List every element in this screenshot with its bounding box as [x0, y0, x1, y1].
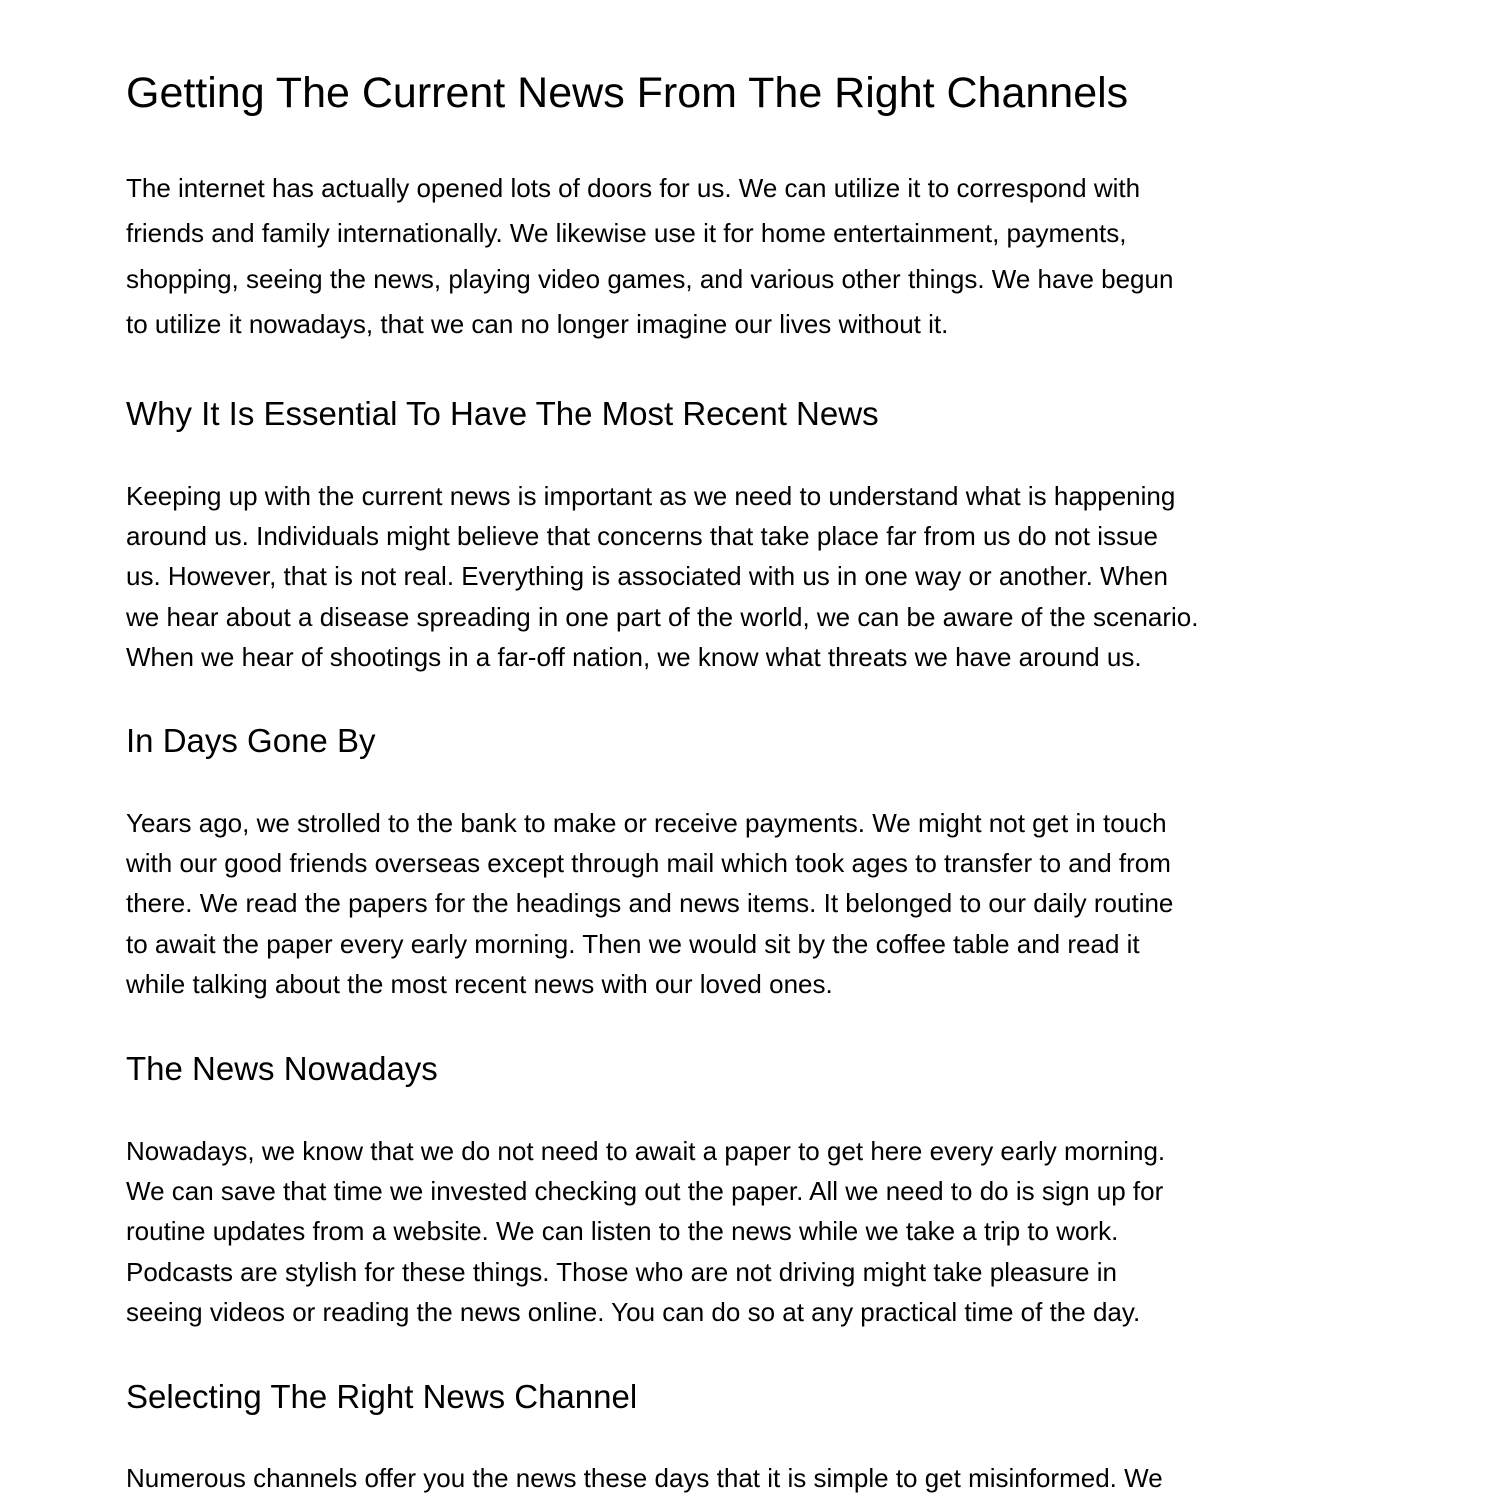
paragraph-line: shopping, seeing the news, playing video games, and various other things. We have begun	[126, 263, 1174, 294]
paragraph-intro	[126, 166, 1173, 347]
paragraph-line: Numerous channels offer you the news these days that it is simple to get misinformed. We	[126, 1463, 1163, 1493]
paragraph-line: to utilize it nowadays, that we can no longer imagine our lives without it.	[126, 308, 949, 339]
paragraph-line: us. However, that is not real. Everything is associated with us in one way or another. When	[126, 561, 1168, 592]
paragraph-selecting-channel	[126, 1458, 1163, 1498]
paragraph-line: with our good friends overseas except through mail which took ages to transfer to and from	[126, 848, 1171, 879]
paragraph-line: Years ago, we strolled to the bank to make or receive payments. We might not get in touch	[126, 808, 1167, 838]
paragraph-line: routine updates from a website. We can listen to the news while we take a trip to work.	[126, 1216, 1119, 1247]
section-heading-days-gone-by: In Days Gone By	[126, 722, 376, 759]
paragraph-days-gone-by	[126, 803, 1173, 1004]
paragraph-line: to await the paper every early morning. Then we would sit by the coffee table and read it	[126, 928, 1140, 959]
section-heading-selecting-channel: Selecting The Right News Channel	[126, 1378, 638, 1415]
paragraph-line: Nowadays, we know that we do not need to await a paper to get here every early morning.	[126, 1136, 1166, 1166]
document-page	[126, 0, 1386, 1500]
paragraph-line: friends and family internationally. We likewise use it for home entertainment, payments,	[126, 218, 1127, 249]
paragraph-line: there. We read the papers for the headings and news items. It belonged to our daily routine	[126, 888, 1174, 919]
section-heading-news-nowadays: The News Nowadays	[126, 1050, 438, 1087]
paragraph-line: seeing videos or reading the news online. You can do so at any practical time of the day.	[126, 1296, 1141, 1327]
paragraph-line: Podcasts are stylish for these things. Those who are not driving might take pleasure in	[126, 1256, 1117, 1287]
paragraph-line: we hear about a disease spreading in one part of the world, we can be aware of the scenario.	[126, 601, 1199, 632]
paragraph-line: The internet has actually opened lots of doors for us. We can utilize it to correspond with	[126, 173, 1141, 203]
paragraph-news-nowadays	[126, 1131, 1165, 1332]
paragraph-line: around us. Individuals might believe that concerns that take place far from us do not issue	[126, 521, 1158, 552]
paragraph-why-essential	[126, 476, 1198, 677]
paragraph-line: We can save that time we invested checking out the paper. All we need to do is sign up for	[126, 1176, 1164, 1207]
page-title: Getting The Current News From The Right Channels	[126, 69, 1129, 117]
paragraph-line: When we hear of shootings in a far-off nation, we know what threats we have around us.	[126, 641, 1142, 672]
paragraph-line: Keeping up with the current news is important as we need to understand what is happening	[126, 481, 1176, 511]
paragraph-line: while talking about the most recent news with our loved ones.	[126, 968, 833, 999]
section-heading-why-essential: Why It Is Essential To Have The Most Recent News	[126, 395, 879, 432]
